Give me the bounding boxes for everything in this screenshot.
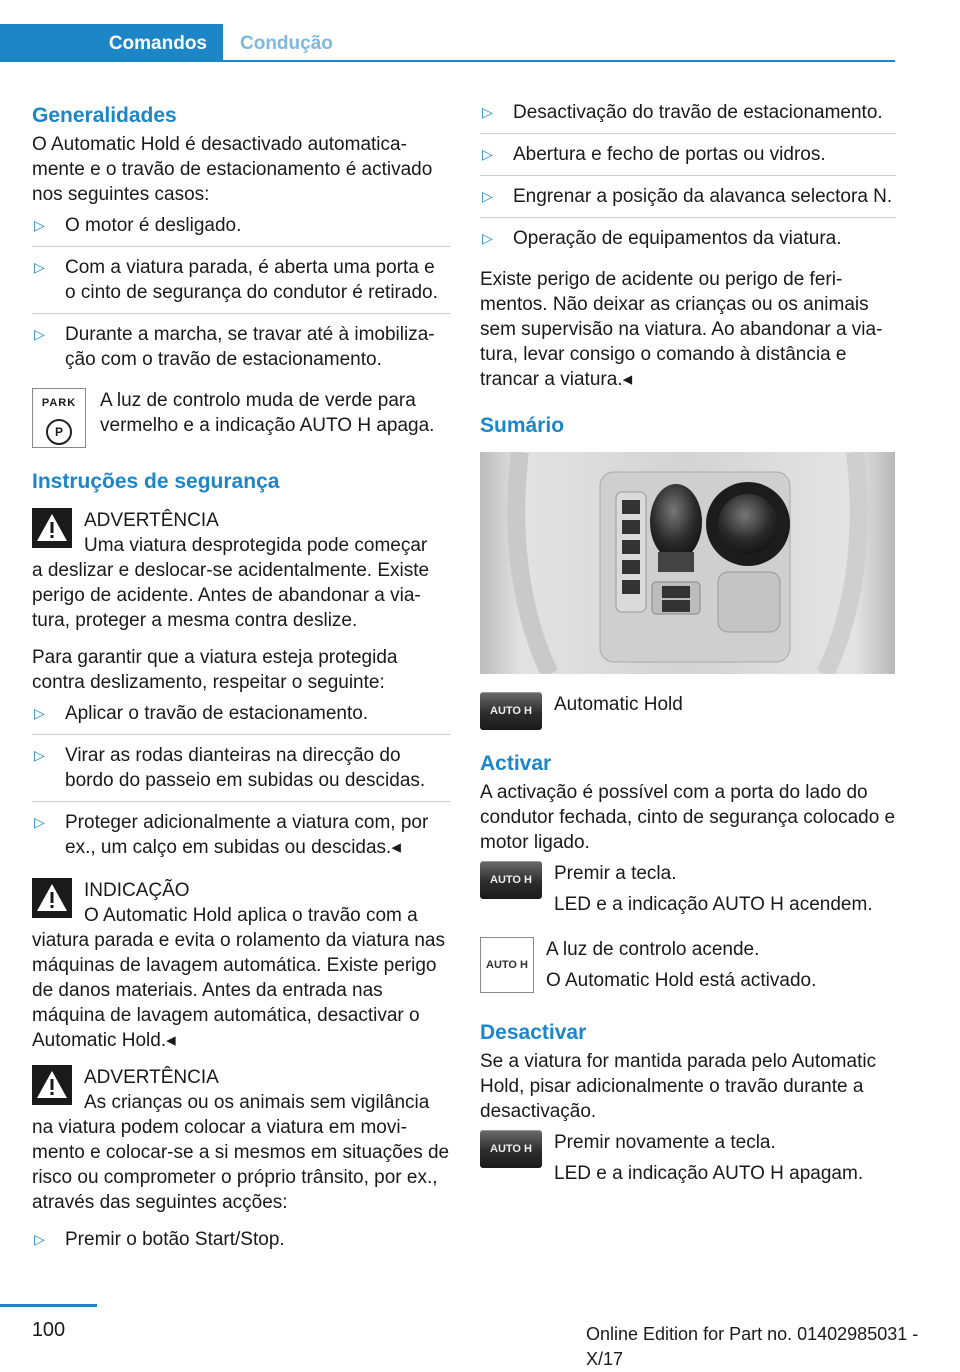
triangle-bullet-icon: ▷ (34, 1231, 45, 1247)
auto-h-button-icon: AUTO H (480, 861, 542, 899)
actions-list-left (32, 1227, 450, 1260)
edition-label: Online Edition for Part no. 01402985031 - X/17 (586, 1324, 919, 1369)
light-step-1: A luz de controlo acende. (546, 939, 760, 960)
auto-h-indicator-icon: AUTO H (480, 937, 534, 993)
list-item: ▷ Operação de equipamentos da viatura. (482, 228, 842, 249)
warning-block-1 (32, 508, 450, 633)
light-step-2: O Automatic Hold está activado. (546, 970, 817, 991)
warning-text: a deslizar e deslocar-se acidentalmente. Existe perigo de acidente. Antes de abandonar a viatura, proteger a mesma contra deslize. (32, 560, 430, 631)
warning-block-2 (32, 1065, 450, 1215)
footer-rule (0, 1304, 97, 1307)
list-item: ▷ Virar as rodas dianteiras na direcção do bordo do passeio em subidas ou descidas. (32, 743, 450, 802)
triangle-bullet-icon: ▷ (34, 326, 45, 342)
automatic-hold-label: Automatic Hold (554, 694, 683, 715)
note-block (32, 878, 450, 1053)
triangle-bullet-icon: ▷ (482, 230, 493, 246)
generalidades-text: O Automatic Hold é desactivado automaticamente e o travão de estacionamento é activado nos seguintes casos: (32, 134, 433, 205)
desactivar-step-2: LED e a indicação AUTO H apagam. (554, 1163, 864, 1184)
desactivar-button-row (480, 1130, 896, 1192)
list-item: ▷ Com a viatura parada, é aberta uma porta e o cinto de segurança do condutor é retirado. (32, 255, 450, 314)
note-text-first: O Automatic Hold aplica o travão com a (84, 905, 418, 926)
triangle-bullet-icon: ▷ (34, 259, 45, 275)
desactivar-heading: Desactivar (480, 1021, 587, 1044)
auto-h-button-icon: AUTO H (480, 1130, 542, 1168)
activar-button-row (480, 861, 896, 923)
activar-heading: Activar (480, 752, 552, 775)
activar-text: A activação é possível com a porta do lado do condutor fechada, cinto de segurança colocado e motor ligado. (480, 782, 896, 853)
right-column (480, 100, 896, 1206)
deactivation-cases-list (32, 213, 450, 380)
park-indicator-text: A luz de controlo muda de verde para vermelho e a indicação AUTO H apaga. (100, 390, 435, 436)
risk-text: Existe perigo de acidente ou perigo de ferimentos. Não deixar as crianças ou os animais sem supervisão na viatura. Ao abandonar a viatura, levar consigo o comando à distância e trancar a viatura.◂ (480, 269, 883, 390)
auto-h-button-icon: AUTO H (480, 692, 542, 730)
page-number: 100 (31, 1319, 66, 1341)
list-item: ▷ Aplicar o travão de estacionamento. (32, 701, 450, 735)
warning-triangle-icon (32, 878, 72, 918)
list-item: ▷ Durante a marcha, se travar até à imobilização com o travão de estacionamento. (34, 324, 435, 370)
tab-comandos[interactable]: Comandos (0, 24, 223, 62)
warning-label: ADVERTÊNCIA (84, 1067, 219, 1088)
generalidades-heading: Generalidades (32, 104, 177, 127)
list-item: ▷ Premir o botão Start/Stop. (34, 1229, 285, 1250)
triangle-bullet-icon: ▷ (34, 814, 45, 830)
warning-label: ADVERTÊNCIA (84, 510, 219, 531)
header-rule (223, 60, 895, 62)
desactivar-step-1: Premir novamente a tecla. (554, 1132, 776, 1153)
activar-step-1: Premir a tecla. (554, 863, 677, 884)
center-console-photo (480, 452, 895, 674)
list-item: ▷ Engrenar a posição da alavanca selectora N. (480, 184, 896, 218)
desactivar-text: Se a viatura for mantida parada pelo Automatic Hold, pisar adicionalmente o travão durante a desactivação. (480, 1051, 877, 1122)
warning-text-first: As crianças ou os animais sem vigilância (84, 1092, 430, 1113)
triangle-bullet-icon: ▷ (34, 747, 45, 763)
indicator-light-row (480, 937, 896, 999)
protect-intro: Para garantir que a viatura esteja protegida contra deslizamento, respeitar o seguinte: (32, 647, 398, 693)
safety-heading: Instruções de segurança (32, 470, 280, 493)
warning-text-first: Uma viatura desprotegida pode começar (84, 535, 428, 556)
header-tabs (0, 24, 895, 62)
triangle-bullet-icon: ▷ (34, 217, 45, 233)
note-text: viatura parada e evita o rolamento da viatura nas máquinas de lavagem automática. Existe perigo de danos materiais. Antes da entrada nas máquina de lavagem automática, desactivar o Automatic Hold.◂ (32, 930, 445, 1051)
automatic-hold-row (480, 692, 896, 730)
list-item: ▷ Proteger adicionalmente a viatura com, por ex., um calço em subidas ou descidas.◂ (34, 812, 429, 858)
tab-conducao[interactable]: Condução (240, 32, 333, 54)
protect-list (32, 701, 450, 868)
activar-step-2: LED e a indicação AUTO H acendem. (554, 894, 873, 915)
list-item: ▷ O motor é desligado. (32, 213, 450, 247)
warning-triangle-icon (32, 508, 72, 548)
list-item: ▷ Desactivação do travão de estacionamento. (480, 100, 896, 134)
park-indicator-row (32, 388, 450, 448)
note-label: INDICAÇÃO (84, 880, 190, 901)
list-item: ▷ Abertura e fecho de portas ou vidros. (480, 142, 896, 176)
sumario-heading: Sumário (480, 414, 565, 437)
actions-list-right (480, 100, 896, 259)
warning-triangle-icon (32, 1065, 72, 1105)
triangle-bullet-icon: ▷ (482, 104, 493, 120)
triangle-bullet-icon: ▷ (34, 705, 45, 721)
warning-text: na viatura podem colocar a viatura em movimento e colocar-se a si mesmos em situações de risco ou comprometer o próprio trânsito, por ex., através das seguintes acções: (32, 1117, 450, 1213)
park-brake-icon: PARK P (32, 388, 86, 448)
triangle-bullet-icon: ▷ (482, 146, 493, 162)
triangle-bullet-icon: ▷ (482, 188, 493, 204)
left-column (32, 100, 450, 1268)
